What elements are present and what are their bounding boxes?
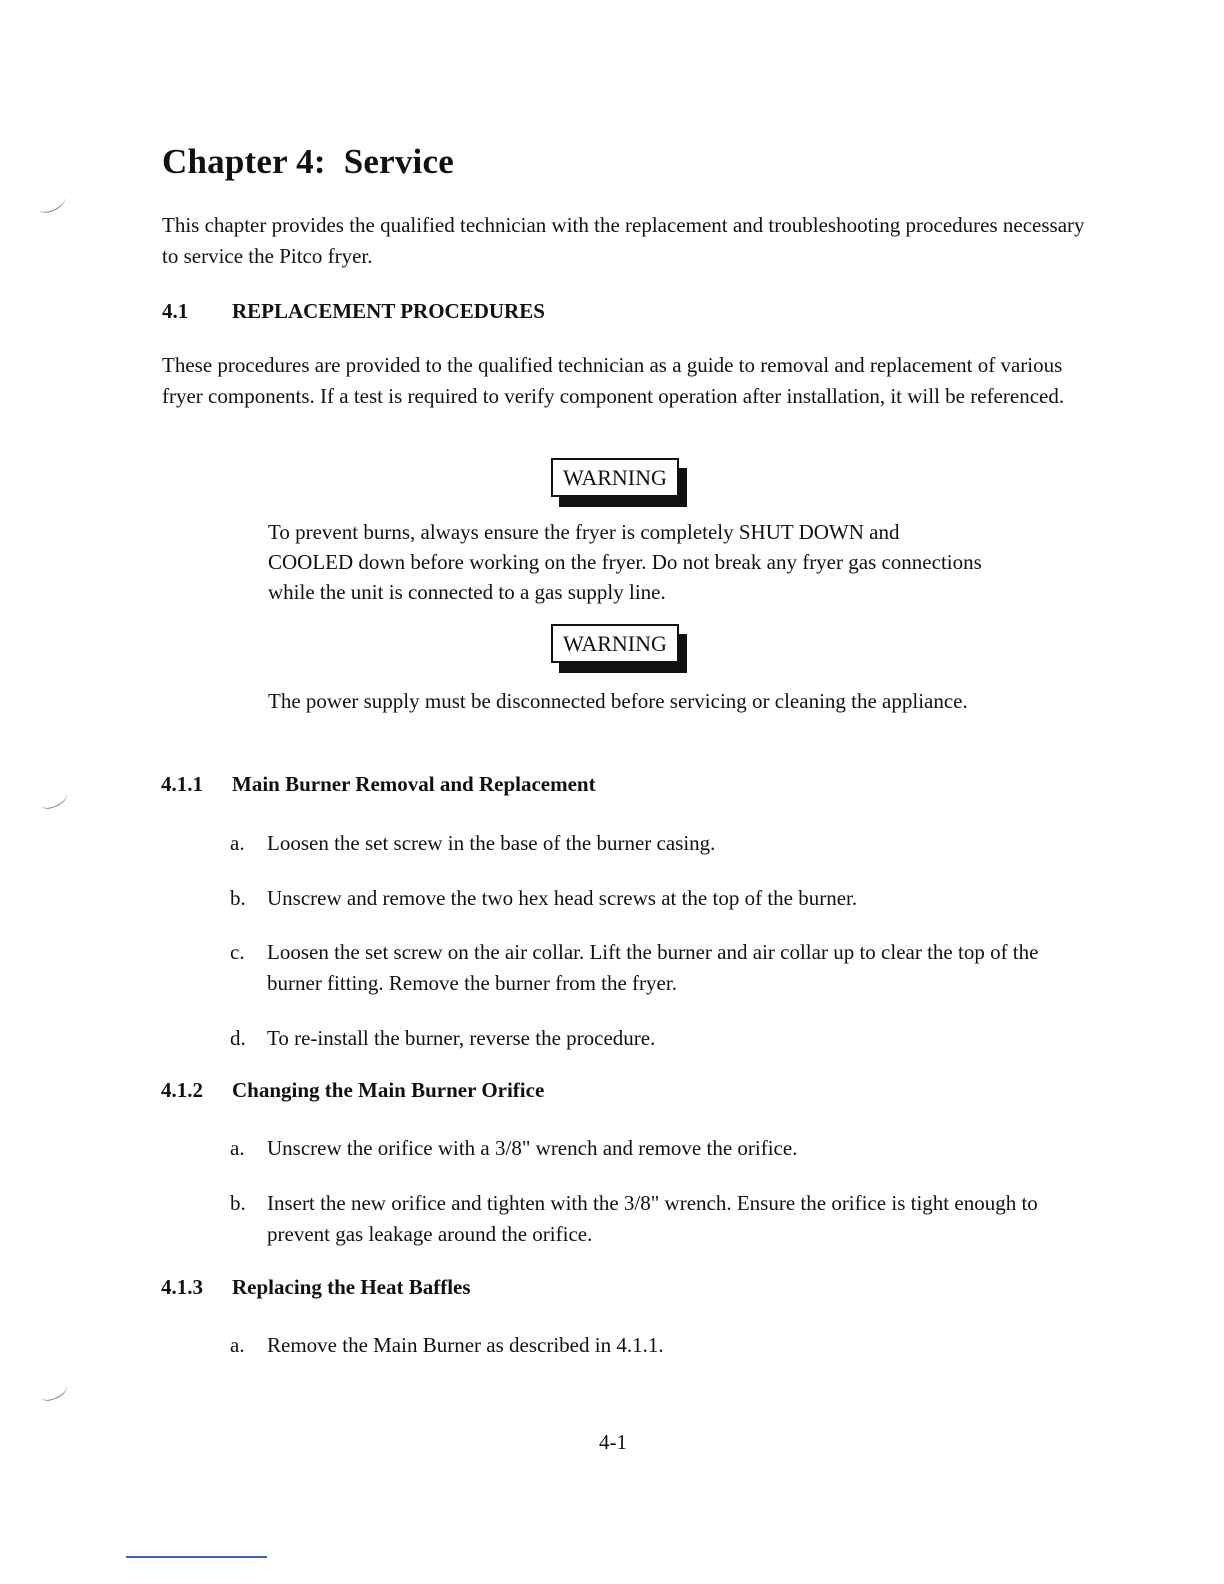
- step-letter: a.: [230, 1333, 245, 1357]
- step-letter: a.: [230, 831, 245, 855]
- step-text: Loosen the set screw in the base of the burner casing.: [267, 831, 716, 855]
- step-item: [230, 1023, 1090, 1054]
- subsection-title: Changing the Main Burner Orifice: [232, 1078, 545, 1102]
- subsection-number: 4.1.1: [161, 772, 203, 796]
- step-letter: b.: [230, 886, 246, 910]
- procedures-paragraph: These procedures are provided to the qualified technician as a guide to removal and replacement of various fryer components. If a test is required to verify component operation after installation, it will be referenced.: [162, 353, 1065, 408]
- step-letter: a.: [230, 1136, 245, 1160]
- step-item: [230, 1133, 1090, 1164]
- step-text: Remove the Main Burner as described in 4.1.1.: [267, 1333, 664, 1357]
- subsection-number: 4.1.2: [161, 1078, 203, 1102]
- section-heading-4-1: [162, 299, 545, 324]
- step-text: To re-install the burner, reverse the procedure.: [267, 1026, 656, 1050]
- step-text: Unscrew the orifice with a 3/8" wrench and remove the orifice.: [267, 1136, 798, 1160]
- subsection-number: 4.1.3: [161, 1275, 203, 1299]
- warning-label: WARNING: [551, 624, 679, 663]
- page-number: 4-1: [599, 1430, 627, 1454]
- step-item: [230, 937, 1090, 999]
- step-item: [230, 1188, 1090, 1250]
- intro-paragraph: This chapter provides the qualified technician with the replacement and troubleshooting procedures necessary to service the Pitco fryer.: [162, 213, 1085, 268]
- subsection-heading-4-1-1: [161, 772, 596, 797]
- chapter-name: Service: [343, 142, 454, 181]
- warning-text: The power supply must be disconnected before servicing or cleaning the appliance.: [268, 689, 968, 713]
- step-letter: c.: [230, 940, 245, 964]
- step-item: [230, 883, 1090, 914]
- section-title: REPLACEMENT PROCEDURES: [232, 299, 545, 323]
- warning-text: To prevent burns, always ensure the fryer is completely SHUT DOWN and COOLED down before working on the fryer. Do not break any fryer gas connections while the unit is connected to a gas supply line.: [268, 520, 982, 604]
- subsection-title: Replacing the Heat Baffles: [232, 1275, 471, 1299]
- footer-rule: [126, 1556, 267, 1558]
- binder-mark: [38, 788, 69, 812]
- warning-label: WARNING: [551, 458, 679, 497]
- step-letter: d.: [230, 1026, 246, 1050]
- subsection-title: Main Burner Removal and Replacement: [232, 772, 596, 796]
- section-number: 4.1: [162, 299, 189, 323]
- chapter-title: [162, 142, 454, 182]
- step-letter: b.: [230, 1191, 246, 1215]
- binder-mark: [36, 192, 67, 216]
- step-text: Loosen the set screw on the air collar. Lift the burner and air collar up to clear the top of the burner fitting. Remove the burner from the fryer.: [267, 940, 1039, 995]
- chapter-label: Chapter 4:: [162, 142, 326, 181]
- subsection-heading-4-1-2: [161, 1078, 544, 1103]
- step-item: [230, 1330, 1090, 1361]
- step-text: Unscrew and remove the two hex head screws at the top of the burner.: [267, 886, 858, 910]
- binder-mark: [38, 1380, 69, 1404]
- subsection-heading-4-1-3: [161, 1275, 471, 1300]
- step-text: Insert the new orifice and tighten with the 3/8" wrench. Ensure the orifice is tight enough to prevent gas leakage around the orifice.: [267, 1191, 1038, 1246]
- step-item: [230, 828, 1090, 859]
